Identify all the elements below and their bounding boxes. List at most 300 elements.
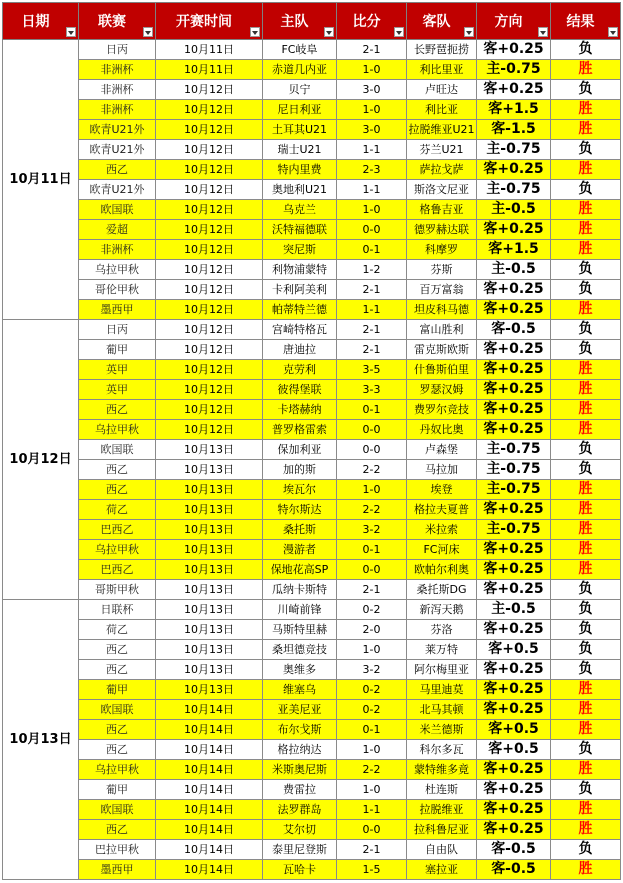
league-cell[interactable]: 欧国联 — [79, 800, 156, 820]
table-row[interactable] — [3, 480, 621, 500]
table-row[interactable] — [3, 200, 621, 220]
home-team-cell[interactable]: 特尔斯达 — [263, 500, 337, 520]
home-team-cell[interactable]: FC岐阜 — [263, 40, 337, 60]
home-team-cell[interactable]: 特内里费 — [263, 160, 337, 180]
direction-cell[interactable]: 客-0.5 — [477, 840, 551, 860]
score-cell[interactable]: 1-0 — [337, 100, 407, 120]
home-team-cell[interactable]: 贝宁 — [263, 80, 337, 100]
score-cell[interactable]: 3-0 — [337, 120, 407, 140]
result-cell[interactable]: 胜 — [551, 820, 621, 840]
result-cell[interactable]: 胜 — [551, 480, 621, 500]
league-cell[interactable]: 西乙 — [79, 640, 156, 660]
home-team-cell[interactable]: 川崎前锋 — [263, 600, 337, 620]
table-row[interactable] — [3, 300, 621, 320]
time-cell[interactable]: 10月12日 — [156, 300, 263, 320]
away-team-cell[interactable]: 马拉加 — [407, 460, 477, 480]
result-cell[interactable]: 胜 — [551, 420, 621, 440]
result-cell[interactable]: 负 — [551, 580, 621, 600]
league-cell[interactable]: 乌拉甲秋 — [79, 540, 156, 560]
score-cell[interactable]: 1-0 — [337, 740, 407, 760]
away-team-cell[interactable]: 费罗尔竞技 — [407, 400, 477, 420]
result-cell[interactable]: 胜 — [551, 800, 621, 820]
score-cell[interactable]: 2-1 — [337, 40, 407, 60]
filter-dropdown-icon[interactable] — [250, 27, 260, 37]
time-cell[interactable]: 10月13日 — [156, 440, 263, 460]
table-row[interactable] — [3, 280, 621, 300]
date-cell[interactable]: 10月11日 — [3, 40, 79, 320]
result-cell[interactable]: 负 — [551, 840, 621, 860]
away-team-cell[interactable]: 拉脱维亚 — [407, 800, 477, 820]
table-row[interactable] — [3, 860, 621, 880]
home-team-cell[interactable]: 桑托斯 — [263, 520, 337, 540]
table-row[interactable] — [3, 720, 621, 740]
direction-cell[interactable]: 客+0.25 — [477, 800, 551, 820]
table-row[interactable] — [3, 240, 621, 260]
direction-cell[interactable]: 主-0.75 — [477, 480, 551, 500]
time-cell[interactable]: 10月12日 — [156, 140, 263, 160]
score-cell[interactable]: 1-2 — [337, 260, 407, 280]
score-cell[interactable]: 1-0 — [337, 60, 407, 80]
league-cell[interactable]: 葡甲 — [79, 780, 156, 800]
league-cell[interactable]: 西乙 — [79, 820, 156, 840]
result-cell[interactable]: 胜 — [551, 200, 621, 220]
time-cell[interactable]: 10月13日 — [156, 540, 263, 560]
away-team-cell[interactable]: 塞拉亚 — [407, 860, 477, 880]
time-cell[interactable]: 10月12日 — [156, 160, 263, 180]
score-cell[interactable]: 3-5 — [337, 360, 407, 380]
result-cell[interactable]: 负 — [551, 280, 621, 300]
direction-cell[interactable]: 客+0.5 — [477, 640, 551, 660]
table-row[interactable] — [3, 460, 621, 480]
league-cell[interactable]: 巴西乙 — [79, 560, 156, 580]
league-cell[interactable]: 英甲 — [79, 380, 156, 400]
home-team-cell[interactable]: 卡塔赫纳 — [263, 400, 337, 420]
table-row[interactable] — [3, 760, 621, 780]
score-cell[interactable]: 0-0 — [337, 220, 407, 240]
result-cell[interactable]: 胜 — [551, 60, 621, 80]
result-cell[interactable]: 负 — [551, 320, 621, 340]
result-cell[interactable]: 胜 — [551, 560, 621, 580]
time-cell[interactable]: 10月13日 — [156, 580, 263, 600]
home-team-cell[interactable]: 普罗格雷索 — [263, 420, 337, 440]
result-cell[interactable]: 负 — [551, 260, 621, 280]
home-team-cell[interactable]: 艾尔切 — [263, 820, 337, 840]
result-cell[interactable]: 负 — [551, 640, 621, 660]
league-cell[interactable]: 欧青U21外 — [79, 180, 156, 200]
time-cell[interactable]: 10月12日 — [156, 360, 263, 380]
league-cell[interactable]: 荷乙 — [79, 620, 156, 640]
result-cell[interactable]: 胜 — [551, 680, 621, 700]
home-team-cell[interactable]: 费雷拉 — [263, 780, 337, 800]
score-cell[interactable]: 0-1 — [337, 400, 407, 420]
table-row[interactable] — [3, 680, 621, 700]
league-cell[interactable]: 日丙 — [79, 320, 156, 340]
time-cell[interactable]: 10月12日 — [156, 260, 263, 280]
score-cell[interactable]: 2-3 — [337, 160, 407, 180]
direction-cell[interactable]: 客+0.25 — [477, 780, 551, 800]
score-cell[interactable]: 1-1 — [337, 180, 407, 200]
direction-cell[interactable]: 主-0.75 — [477, 520, 551, 540]
score-cell[interactable]: 2-1 — [337, 840, 407, 860]
time-cell[interactable]: 10月11日 — [156, 40, 263, 60]
league-cell[interactable]: 乌拉甲秋 — [79, 760, 156, 780]
home-team-cell[interactable]: 利物浦蒙特 — [263, 260, 337, 280]
away-team-cell[interactable]: 卢旺达 — [407, 80, 477, 100]
direction-cell[interactable]: 客+0.25 — [477, 280, 551, 300]
result-cell[interactable]: 负 — [551, 740, 621, 760]
result-cell[interactable]: 胜 — [551, 220, 621, 240]
home-team-cell[interactable]: 唐迪拉 — [263, 340, 337, 360]
score-cell[interactable]: 0-0 — [337, 820, 407, 840]
direction-cell[interactable]: 客+0.25 — [477, 700, 551, 720]
league-cell[interactable]: 欧青U21外 — [79, 120, 156, 140]
direction-cell[interactable]: 主-0.5 — [477, 260, 551, 280]
table-row[interactable] — [3, 540, 621, 560]
score-cell[interactable]: 0-2 — [337, 700, 407, 720]
direction-cell[interactable]: 客-0.5 — [477, 320, 551, 340]
time-cell[interactable]: 10月13日 — [156, 500, 263, 520]
direction-cell[interactable]: 客+1.5 — [477, 240, 551, 260]
away-team-cell[interactable]: 科尔多瓦 — [407, 740, 477, 760]
table-row[interactable] — [3, 700, 621, 720]
home-team-cell[interactable]: 马斯特里赫 — [263, 620, 337, 640]
result-cell[interactable]: 胜 — [551, 860, 621, 880]
result-cell[interactable]: 胜 — [551, 240, 621, 260]
home-team-cell[interactable]: 米斯奥尼斯 — [263, 760, 337, 780]
home-team-cell[interactable]: 桑坦德竞技 — [263, 640, 337, 660]
table-row[interactable] — [3, 220, 621, 240]
score-cell[interactable]: 2-2 — [337, 460, 407, 480]
league-cell[interactable]: 乌拉甲秋 — [79, 420, 156, 440]
direction-cell[interactable]: 客-0.5 — [477, 860, 551, 880]
table-row[interactable] — [3, 380, 621, 400]
direction-cell[interactable]: 客+0.25 — [477, 540, 551, 560]
score-cell[interactable]: 0-2 — [337, 600, 407, 620]
away-team-cell[interactable]: 拉脱维亚U21 — [407, 120, 477, 140]
away-team-cell[interactable]: 拉科鲁尼亚 — [407, 820, 477, 840]
direction-cell[interactable]: 客+0.5 — [477, 740, 551, 760]
time-cell[interactable]: 10月14日 — [156, 800, 263, 820]
home-team-cell[interactable]: 保地花高SP — [263, 560, 337, 580]
away-team-cell[interactable]: 德罗赫达联 — [407, 220, 477, 240]
league-cell[interactable]: 欧国联 — [79, 700, 156, 720]
away-team-cell[interactable]: 米拉索 — [407, 520, 477, 540]
home-team-cell[interactable]: 帕蒂特兰德 — [263, 300, 337, 320]
home-team-cell[interactable]: 奥地利U21 — [263, 180, 337, 200]
table-row[interactable] — [3, 820, 621, 840]
away-team-cell[interactable]: 莱万特 — [407, 640, 477, 660]
table-row[interactable] — [3, 100, 621, 120]
filter-dropdown-icon[interactable] — [464, 27, 474, 37]
away-team-cell[interactable]: FC河床 — [407, 540, 477, 560]
result-cell[interactable]: 胜 — [551, 760, 621, 780]
time-cell[interactable]: 10月12日 — [156, 180, 263, 200]
time-cell[interactable]: 10月12日 — [156, 100, 263, 120]
direction-cell[interactable]: 客+0.25 — [477, 500, 551, 520]
filter-dropdown-icon[interactable] — [66, 27, 76, 37]
direction-cell[interactable]: 客+0.25 — [477, 80, 551, 100]
league-cell[interactable]: 西乙 — [79, 160, 156, 180]
result-cell[interactable]: 胜 — [551, 160, 621, 180]
result-cell[interactable]: 胜 — [551, 120, 621, 140]
league-cell[interactable]: 非洲杯 — [79, 100, 156, 120]
score-cell[interactable]: 2-1 — [337, 340, 407, 360]
table-row[interactable] — [3, 180, 621, 200]
date-cell[interactable]: 10月13日 — [3, 600, 79, 880]
table-row[interactable] — [3, 260, 621, 280]
result-cell[interactable]: 负 — [551, 340, 621, 360]
result-cell[interactable]: 胜 — [551, 500, 621, 520]
away-team-cell[interactable]: 百万富翁 — [407, 280, 477, 300]
time-cell[interactable]: 10月13日 — [156, 640, 263, 660]
direction-cell[interactable]: 客+0.25 — [477, 400, 551, 420]
league-cell[interactable]: 非洲杯 — [79, 80, 156, 100]
score-cell[interactable]: 0-1 — [337, 540, 407, 560]
time-cell[interactable]: 10月13日 — [156, 680, 263, 700]
away-team-cell[interactable]: 芬兰U21 — [407, 140, 477, 160]
table-row[interactable] — [3, 640, 621, 660]
league-cell[interactable]: 葡甲 — [79, 680, 156, 700]
time-cell[interactable]: 10月14日 — [156, 840, 263, 860]
result-cell[interactable]: 负 — [551, 600, 621, 620]
filter-dropdown-icon[interactable] — [608, 27, 618, 37]
away-team-cell[interactable]: 自由队 — [407, 840, 477, 860]
result-cell[interactable]: 胜 — [551, 540, 621, 560]
table-row[interactable] — [3, 800, 621, 820]
away-team-cell[interactable]: 雷克斯欧斯 — [407, 340, 477, 360]
score-cell[interactable]: 1-1 — [337, 800, 407, 820]
result-cell[interactable]: 负 — [551, 460, 621, 480]
league-cell[interactable]: 葡甲 — [79, 340, 156, 360]
time-cell[interactable]: 10月12日 — [156, 240, 263, 260]
league-cell[interactable]: 墨西甲 — [79, 860, 156, 880]
time-cell[interactable]: 10月14日 — [156, 780, 263, 800]
away-team-cell[interactable]: 新泻天鹅 — [407, 600, 477, 620]
away-team-cell[interactable]: 长野琶扼捞 — [407, 40, 477, 60]
score-cell[interactable]: 1-0 — [337, 640, 407, 660]
result-cell[interactable]: 负 — [551, 140, 621, 160]
league-cell[interactable]: 非洲杯 — [79, 60, 156, 80]
score-cell[interactable]: 0-1 — [337, 240, 407, 260]
away-team-cell[interactable]: 卢森堡 — [407, 440, 477, 460]
league-cell[interactable]: 荷乙 — [79, 500, 156, 520]
table-row[interactable] — [3, 140, 621, 160]
league-cell[interactable]: 巴拉甲秋 — [79, 840, 156, 860]
direction-cell[interactable]: 客+0.5 — [477, 720, 551, 740]
result-cell[interactable]: 胜 — [551, 300, 621, 320]
table-row[interactable] — [3, 580, 621, 600]
direction-cell[interactable]: 客+0.25 — [477, 380, 551, 400]
league-cell[interactable]: 西乙 — [79, 400, 156, 420]
league-cell[interactable]: 日联杯 — [79, 600, 156, 620]
table-row[interactable] — [3, 500, 621, 520]
time-cell[interactable]: 10月14日 — [156, 700, 263, 720]
league-cell[interactable]: 西乙 — [79, 740, 156, 760]
direction-cell[interactable]: 主-0.75 — [477, 140, 551, 160]
time-cell[interactable]: 10月13日 — [156, 480, 263, 500]
time-cell[interactable]: 10月13日 — [156, 600, 263, 620]
table-row[interactable] — [3, 120, 621, 140]
table-row[interactable] — [3, 440, 621, 460]
score-cell[interactable]: 0-0 — [337, 560, 407, 580]
score-cell[interactable]: 2-1 — [337, 280, 407, 300]
away-team-cell[interactable]: 杜连斯 — [407, 780, 477, 800]
league-cell[interactable]: 欧国联 — [79, 200, 156, 220]
table-row[interactable] — [3, 780, 621, 800]
home-team-cell[interactable]: 布尔戈斯 — [263, 720, 337, 740]
away-team-cell[interactable]: 坦皮科马德 — [407, 300, 477, 320]
direction-cell[interactable]: 主-0.5 — [477, 600, 551, 620]
score-cell[interactable]: 3-0 — [337, 80, 407, 100]
time-cell[interactable]: 10月12日 — [156, 400, 263, 420]
time-cell[interactable]: 10月13日 — [156, 560, 263, 580]
time-cell[interactable]: 10月14日 — [156, 720, 263, 740]
table-row[interactable] — [3, 40, 621, 60]
score-cell[interactable]: 1-0 — [337, 780, 407, 800]
home-team-cell[interactable]: 尼日利亚 — [263, 100, 337, 120]
direction-cell[interactable]: 客+0.25 — [477, 580, 551, 600]
table-row[interactable] — [3, 60, 621, 80]
score-cell[interactable]: 2-0 — [337, 620, 407, 640]
filter-dropdown-icon[interactable] — [538, 27, 548, 37]
time-cell[interactable]: 10月13日 — [156, 660, 263, 680]
away-team-cell[interactable]: 斯洛文尼亚 — [407, 180, 477, 200]
score-cell[interactable]: 3-2 — [337, 660, 407, 680]
result-cell[interactable]: 负 — [551, 660, 621, 680]
direction-cell[interactable]: 客+0.25 — [477, 680, 551, 700]
result-cell[interactable]: 胜 — [551, 360, 621, 380]
away-team-cell[interactable]: 芬斯 — [407, 260, 477, 280]
score-cell[interactable]: 1-5 — [337, 860, 407, 880]
away-team-cell[interactable]: 格鲁吉亚 — [407, 200, 477, 220]
filter-dropdown-icon[interactable] — [394, 27, 404, 37]
table-row[interactable] — [3, 340, 621, 360]
score-cell[interactable]: 3-3 — [337, 380, 407, 400]
league-cell[interactable]: 西乙 — [79, 720, 156, 740]
away-team-cell[interactable]: 什鲁斯伯里 — [407, 360, 477, 380]
direction-cell[interactable]: 主-0.75 — [477, 440, 551, 460]
result-cell[interactable]: 负 — [551, 620, 621, 640]
league-cell[interactable]: 爱超 — [79, 220, 156, 240]
away-team-cell[interactable]: 萨拉戈萨 — [407, 160, 477, 180]
result-cell[interactable]: 负 — [551, 780, 621, 800]
score-cell[interactable]: 0-2 — [337, 680, 407, 700]
direction-cell[interactable]: 客+0.25 — [477, 360, 551, 380]
table-row[interactable] — [3, 740, 621, 760]
away-team-cell[interactable]: 格拉夫夏普 — [407, 500, 477, 520]
away-team-cell[interactable]: 北马其顿 — [407, 700, 477, 720]
time-cell[interactable]: 10月14日 — [156, 760, 263, 780]
league-cell[interactable]: 西乙 — [79, 660, 156, 680]
direction-cell[interactable]: 客+0.25 — [477, 160, 551, 180]
score-cell[interactable]: 3-2 — [337, 520, 407, 540]
result-cell[interactable]: 负 — [551, 440, 621, 460]
time-cell[interactable]: 10月11日 — [156, 60, 263, 80]
league-cell[interactable]: 巴西乙 — [79, 520, 156, 540]
home-team-cell[interactable]: 奥维多 — [263, 660, 337, 680]
score-cell[interactable]: 1-1 — [337, 300, 407, 320]
time-cell[interactable]: 10月12日 — [156, 420, 263, 440]
league-cell[interactable]: 西乙 — [79, 460, 156, 480]
table-row[interactable] — [3, 400, 621, 420]
time-cell[interactable]: 10月12日 — [156, 340, 263, 360]
league-cell[interactable]: 西乙 — [79, 480, 156, 500]
result-cell[interactable]: 胜 — [551, 400, 621, 420]
league-cell[interactable]: 英甲 — [79, 360, 156, 380]
home-team-cell[interactable]: 泰里尼登斯 — [263, 840, 337, 860]
time-cell[interactable]: 10月13日 — [156, 460, 263, 480]
time-cell[interactable]: 10月13日 — [156, 520, 263, 540]
away-team-cell[interactable]: 利比里亚 — [407, 60, 477, 80]
table-row[interactable] — [3, 420, 621, 440]
table-row[interactable] — [3, 360, 621, 380]
direction-cell[interactable]: 客-1.5 — [477, 120, 551, 140]
home-team-cell[interactable]: 亚美尼亚 — [263, 700, 337, 720]
result-cell[interactable]: 胜 — [551, 700, 621, 720]
result-cell[interactable]: 负 — [551, 40, 621, 60]
table-row[interactable] — [3, 600, 621, 620]
score-cell[interactable]: 0-0 — [337, 440, 407, 460]
table-row[interactable] — [3, 160, 621, 180]
home-team-cell[interactable]: 乌克兰 — [263, 200, 337, 220]
away-team-cell[interactable]: 埃登 — [407, 480, 477, 500]
time-cell[interactable]: 10月12日 — [156, 120, 263, 140]
direction-cell[interactable]: 主-0.75 — [477, 180, 551, 200]
direction-cell[interactable]: 客+0.25 — [477, 760, 551, 780]
home-team-cell[interactable]: 格拉纳达 — [263, 740, 337, 760]
home-team-cell[interactable]: 埃瓦尔 — [263, 480, 337, 500]
league-cell[interactable]: 非洲杯 — [79, 240, 156, 260]
league-cell[interactable]: 哥斯甲秋 — [79, 580, 156, 600]
away-team-cell[interactable]: 阿尔梅里亚 — [407, 660, 477, 680]
direction-cell[interactable]: 客+0.25 — [477, 340, 551, 360]
score-cell[interactable]: 2-1 — [337, 580, 407, 600]
home-team-cell[interactable]: 漫游者 — [263, 540, 337, 560]
table-row[interactable] — [3, 620, 621, 640]
table-row[interactable] — [3, 660, 621, 680]
away-team-cell[interactable]: 蒙特维多竟 — [407, 760, 477, 780]
time-cell[interactable]: 10月12日 — [156, 320, 263, 340]
home-team-cell[interactable]: 瓜纳卡斯特 — [263, 580, 337, 600]
table-row[interactable] — [3, 520, 621, 540]
direction-cell[interactable]: 主-0.5 — [477, 200, 551, 220]
away-team-cell[interactable]: 欧帕尔利奥 — [407, 560, 477, 580]
result-cell[interactable]: 胜 — [551, 100, 621, 120]
league-cell[interactable]: 墨西甲 — [79, 300, 156, 320]
away-team-cell[interactable]: 桑托斯DG — [407, 580, 477, 600]
result-cell[interactable]: 负 — [551, 180, 621, 200]
direction-cell[interactable]: 主-0.75 — [477, 460, 551, 480]
time-cell[interactable]: 10月13日 — [156, 620, 263, 640]
home-team-cell[interactable]: 宫崎特格瓦 — [263, 320, 337, 340]
home-team-cell[interactable]: 保加利亚 — [263, 440, 337, 460]
away-team-cell[interactable]: 芬洛 — [407, 620, 477, 640]
direction-cell[interactable]: 客+0.25 — [477, 420, 551, 440]
home-team-cell[interactable]: 赤道几内亚 — [263, 60, 337, 80]
league-cell[interactable]: 哥伦甲秋 — [79, 280, 156, 300]
away-team-cell[interactable]: 丹奴比奥 — [407, 420, 477, 440]
score-cell[interactable]: 0-0 — [337, 420, 407, 440]
away-team-cell[interactable]: 马里迪莫 — [407, 680, 477, 700]
filter-dropdown-icon[interactable] — [324, 27, 334, 37]
score-cell[interactable]: 1-0 — [337, 200, 407, 220]
home-team-cell[interactable]: 瑞士U21 — [263, 140, 337, 160]
score-cell[interactable]: 1-0 — [337, 480, 407, 500]
table-row[interactable] — [3, 560, 621, 580]
home-team-cell[interactable]: 彼得堡联 — [263, 380, 337, 400]
result-cell[interactable]: 胜 — [551, 720, 621, 740]
home-team-cell[interactable]: 沃特福德联 — [263, 220, 337, 240]
